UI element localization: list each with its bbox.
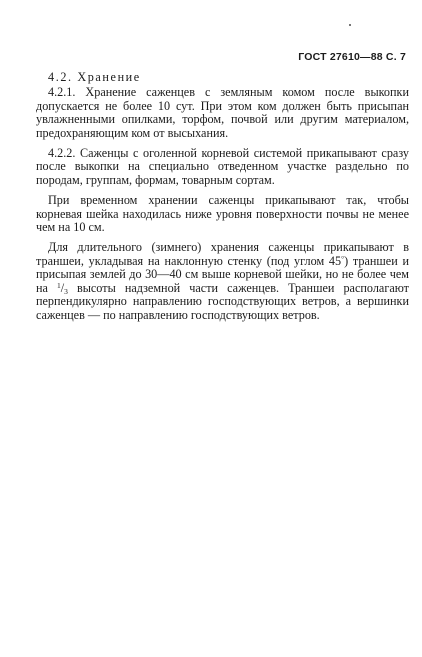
paragraph-4-2-2: 4.2.2. Саженцы с оголенной корневой системой прикапывают сразу после выкопки на специально отведенном участке раздельно по породам, группам, формам, товарным сортам. <box>36 146 409 187</box>
paragraph-text: ) траншеи и присыпая землей до 30—40 см выше корневой шейки, но не более чем на <box>36 253 410 295</box>
section-title: 4.2. Хранение <box>48 70 141 84</box>
page-header: ГОСТ 27610—88 С. 7 <box>298 51 406 63</box>
paragraph-text: Для длительного (зимнего) хранения саженцы прикапывают в траншеи, укладывая на наклонную стенку (под углом 45 <box>36 240 409 268</box>
fraction-numerator: 1 <box>57 280 61 290</box>
document-body <box>36 71 409 322</box>
degree-sign: ° <box>341 253 345 263</box>
paragraph-winter-storage <box>36 241 409 321</box>
paragraph-temporary-storage: При временном хранении саженцы прикапывают так, чтобы корневая шейка находилась ниже уровня поверхности почвы не менее чем на 10 см. <box>36 193 409 235</box>
fraction-denominator: 3 <box>64 286 68 296</box>
paragraph-4-2-1: 4.2.1. Хранение саженцев с земляным комом после выкопки допускается не более 10 сут. При этом ком должен быть присыпан увлажненными опилками, торфом, почвой или другим материалом, предохраняющим ком от высыхания. <box>36 85 409 140</box>
scan-mark <box>349 24 351 26</box>
paragraph-text: высоты надземной части саженцев. Траншеи располагают перпендикулярно направлению господствующих ветров, а вершинки саженцев — по направлению господствующих ветров. <box>36 280 409 322</box>
fraction-separator: / <box>60 280 65 295</box>
